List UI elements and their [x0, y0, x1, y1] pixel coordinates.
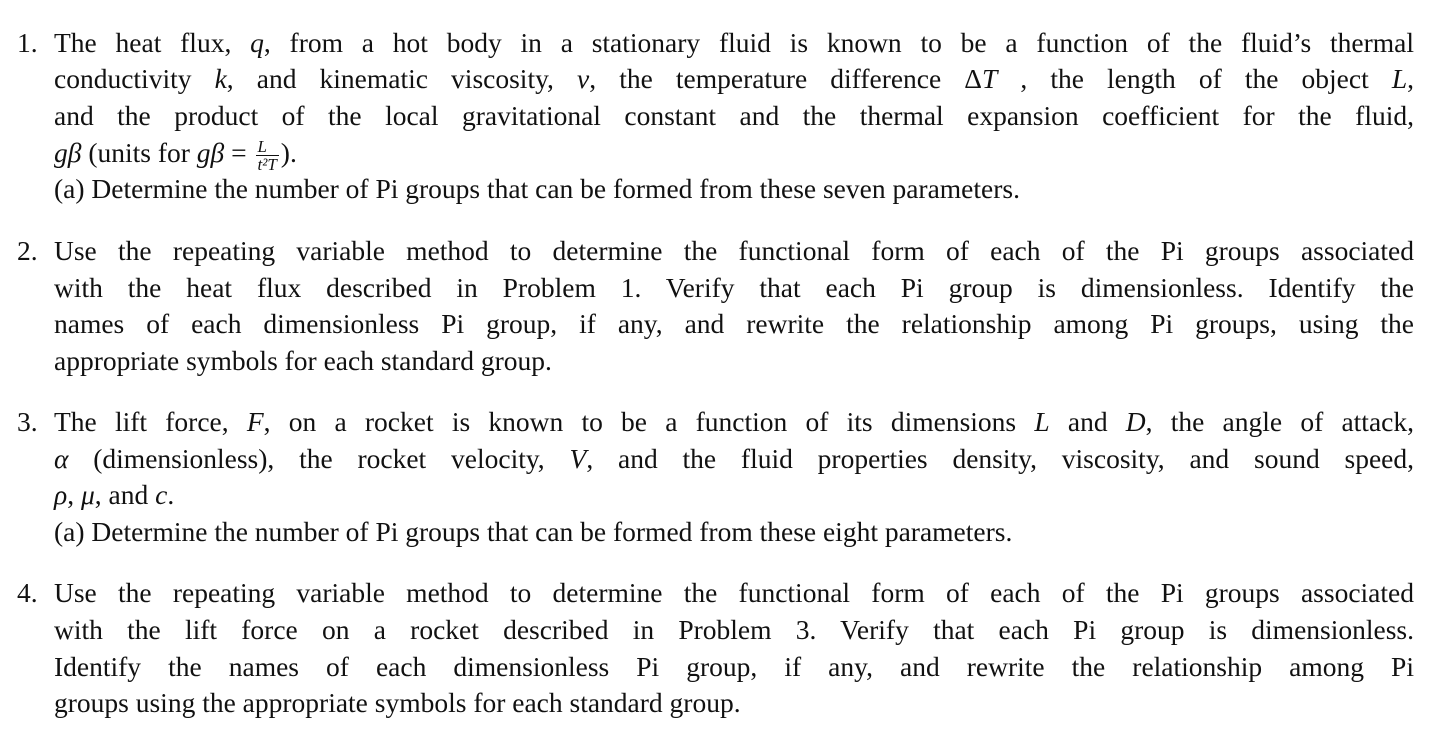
math-variable: q — [250, 27, 264, 58]
math-variable: T — [982, 63, 998, 94]
text-run: , from a hot body in a stationary fluid is known to be a function of the fluid’s thermal — [263, 27, 1415, 58]
math-variable: D — [1125, 406, 1146, 437]
problem-text-line — [54, 574, 1414, 611]
problem-text-line — [54, 269, 1414, 306]
text-run: The heat flux, — [54, 27, 251, 58]
problem-text-line — [54, 134, 1414, 175]
problem-text-line — [54, 97, 1414, 134]
math-variable: α — [54, 443, 69, 474]
text-run: . — [167, 479, 175, 510]
math-variable: V — [569, 443, 587, 474]
math-variable: μ — [80, 479, 95, 510]
problem-text-line — [54, 440, 1414, 477]
text-run: with the heat flux described in Problem 1. Verify that each Pi group is dimensionless. Identify the — [54, 272, 1414, 303]
text-run: and the product of the local gravitational constant and the thermal expansion coefficient for the fluid, — [54, 100, 1414, 131]
problem-text-line — [54, 170, 1414, 207]
problem-text-line — [54, 232, 1414, 269]
text-run: Use the repeating variable method to determine the functional form of each of the Pi groups associated — [54, 235, 1414, 266]
text-run: names of each dimensionless Pi group, if any, and rewrite the relationship among Pi groups, using the — [54, 308, 1414, 339]
problem-number: 3. — [17, 406, 38, 437]
text-run: , — [1407, 63, 1414, 94]
text-run: (a) Determine the number of Pi groups that can be formed from these eight parameters. — [54, 516, 1013, 547]
text-run: , on a rocket is known to be a function of its dimensions — [263, 406, 1035, 437]
math-variable: ρ — [54, 479, 68, 510]
text-run: (dimensionless), the rocket velocity, — [68, 443, 570, 474]
math-variable: L — [1034, 406, 1050, 437]
math-variable: F — [246, 406, 264, 437]
problem-text-line — [54, 60, 1414, 97]
problem-text-line — [54, 403, 1414, 440]
math-variable: gβ — [54, 137, 82, 168]
text-run: (units for — [81, 137, 197, 168]
text-run: , — [67, 479, 81, 510]
math-variable: k — [214, 63, 227, 94]
text-run: conductivity — [54, 63, 215, 94]
math-fraction: $\frac{L}{\text{t²T}}$ — [257, 137, 277, 175]
text-run: , the angle of attack, — [1145, 406, 1414, 437]
problem-text-line — [54, 342, 1414, 379]
text-run: and — [1049, 406, 1126, 437]
problem-text-line — [54, 648, 1414, 685]
text-run: Use the repeating variable method to determine the functional form of each of the Pi groups associated — [54, 577, 1414, 608]
problem-number: 4. — [17, 577, 38, 608]
problem-number: 2. — [17, 235, 38, 266]
math-variable: ν — [577, 63, 590, 94]
text-run: , and kinematic viscosity, — [226, 63, 578, 94]
text-run: , and the fluid properties density, viscosity, and sound speed, — [586, 443, 1414, 474]
text-run: , and — [94, 479, 156, 510]
text-run: with the lift force on a rocket described in Problem 3. Verify that each Pi group is dimensionless. — [54, 614, 1414, 645]
math-variable: c — [155, 479, 168, 510]
problem-text-line — [54, 24, 1414, 61]
text-run: appropriate symbols for each standard group. — [54, 345, 552, 376]
problem-text-line — [54, 513, 1414, 550]
text-run: groups using the appropriate symbols for each standard group. — [54, 687, 741, 718]
text-run: , the temperature difference Δ — [589, 63, 982, 94]
problem-number: 1. — [17, 27, 38, 58]
text-run: , the length of the object — [997, 63, 1392, 94]
math-variable: L — [1391, 63, 1408, 94]
text-run: = — [224, 137, 254, 168]
text-run: (a) Determine the number of Pi groups that can be formed from these seven parameters. — [54, 173, 1020, 204]
text-run: The lift force, — [54, 406, 247, 437]
problem-text-line — [54, 305, 1414, 342]
problem-text-line — [54, 684, 1414, 721]
problem-text-line — [54, 611, 1414, 648]
math-variable: gβ — [196, 137, 225, 168]
problem-text-line — [54, 476, 1414, 513]
text-run: ). — [280, 137, 297, 168]
text-run: Identify the names of each dimensionless Pi group, if any, and rewrite the relationship among Pi — [54, 651, 1414, 682]
